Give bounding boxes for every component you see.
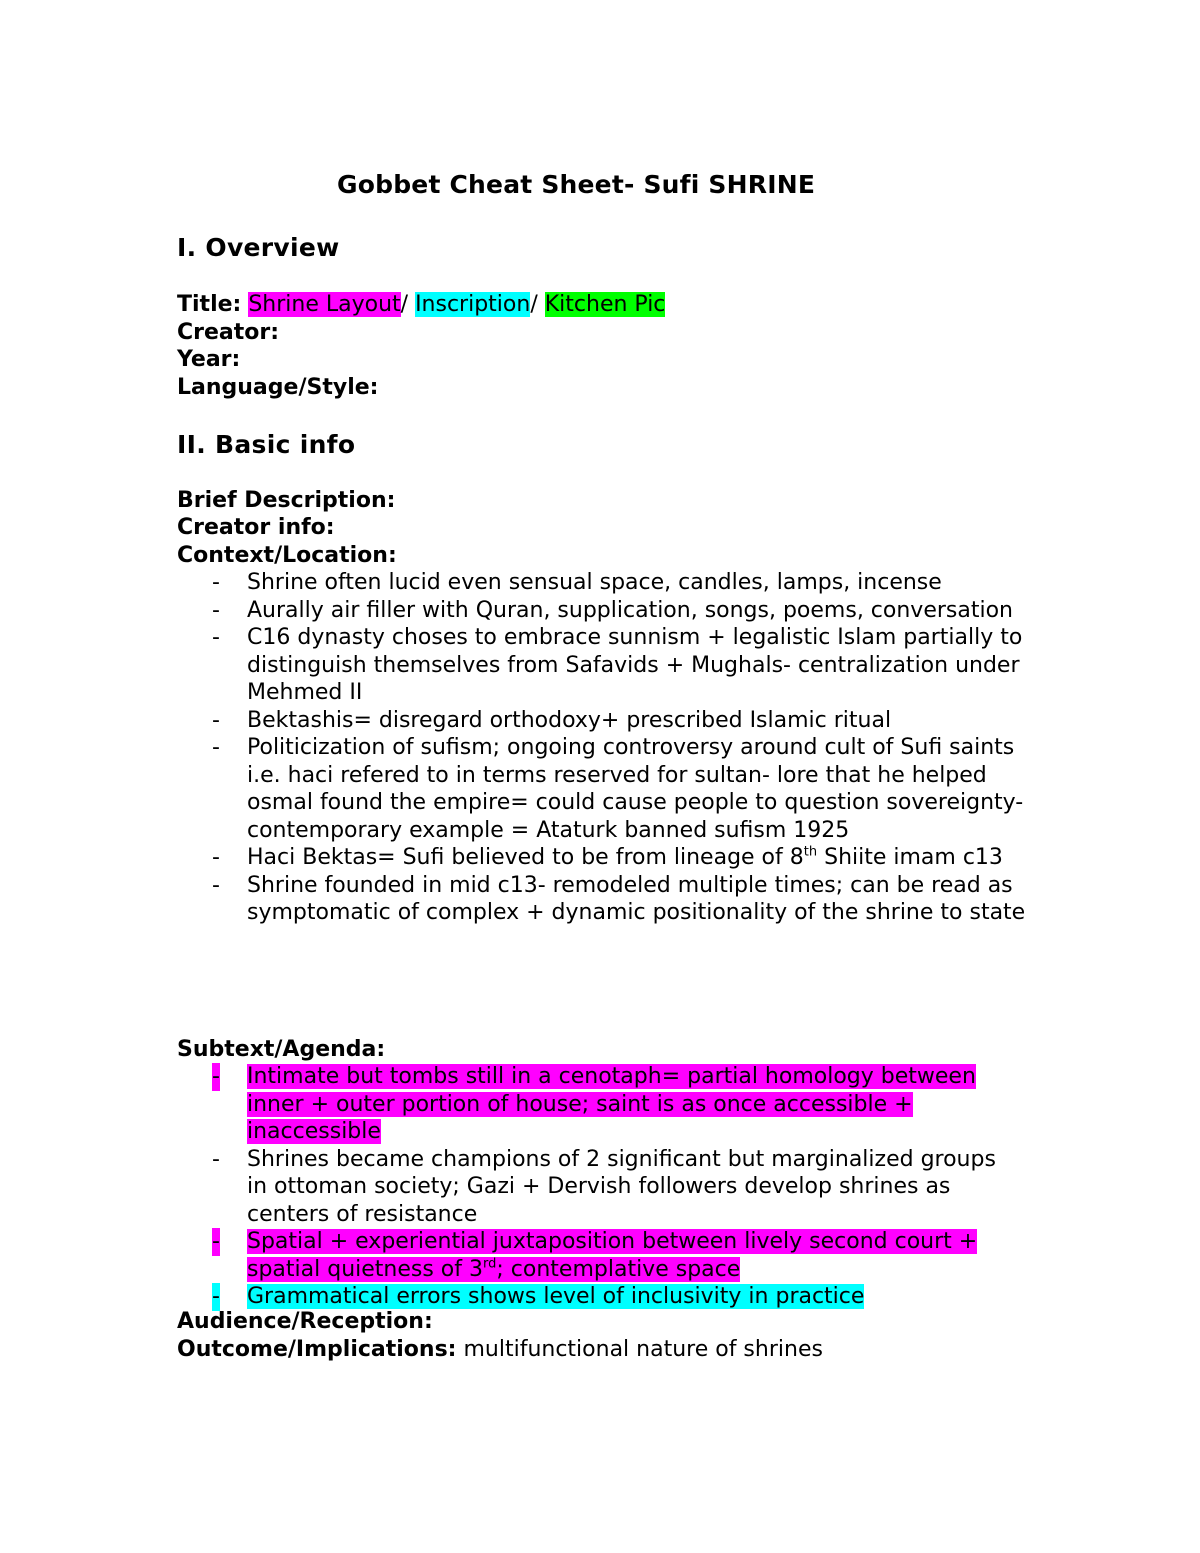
dash-bullet: - (212, 707, 220, 733)
dash-bullet: - (212, 872, 220, 898)
list-item-text: Shrine often lucid even sensual space, candles, lamps, incense (247, 570, 942, 595)
list-item (177, 707, 1027, 735)
dash-bullet: - (212, 1229, 220, 1254)
title-row (177, 291, 665, 319)
title-label: Title: (177, 292, 242, 317)
context-list (177, 569, 1027, 927)
list-item (177, 872, 1027, 927)
dash-bullet: - (212, 845, 220, 870)
dash-bullet: - (212, 570, 220, 595)
title-item-shrine-layout: Shrine Layout (248, 292, 401, 317)
list-item-text: Grammatical errors shows level of inclusivity in practice (247, 1284, 865, 1309)
list-item (177, 569, 1027, 597)
list-item (177, 734, 1027, 844)
dash-bullet: - (212, 1146, 220, 1172)
dash-bullet: - (212, 735, 220, 760)
document-title: Gobbet Cheat Sheet- Sufi SHRINE (337, 170, 816, 199)
outcome-row (177, 1336, 823, 1364)
context-label: Context/Location: (177, 543, 397, 568)
list-item (177, 844, 1027, 872)
list-item-text: Aurally air filler with Quran, supplication, songs, poems, conversation (247, 597, 1013, 623)
list-item-text: Spatial + experiential juxtaposition between lively second court + spatial quietness of 3rd; contemplative space (247, 1229, 978, 1282)
list-item-text: C16 dynasty choses to embrace sunnism + legalistic Islam partially to distinguish themselves from Safavids + Mughals- centralization under Mehmed II (247, 625, 1023, 705)
list-item-text: Shrine founded in mid c13- remodeled multiple times; can be read as symptomatic of complex + dynamic positionality of the shrine to state (247, 872, 1026, 925)
title-item-kitchen-pic: Kitchen Pic (544, 292, 666, 317)
list-item-text: Bektashis= disregard orthodoxy+ prescribed Islamic ritual (247, 707, 892, 733)
creator-label: Creator: (177, 320, 280, 345)
list-item-text: Intimate but tombs still in a cenotaph= partial homology between inner + outer portion of house; saint is as once accessible + inaccessible (247, 1064, 976, 1144)
title-item-inscription: Inscription (415, 292, 531, 317)
list-item (177, 1146, 1012, 1229)
title-separator: / (400, 292, 416, 317)
list-item (177, 1063, 1012, 1146)
subtext-label: Subtext/Agenda: (177, 1037, 386, 1062)
dash-bullet: - (212, 625, 220, 650)
language-label: Language/Style: (177, 375, 379, 400)
audience-label: Audience/Reception: (177, 1309, 433, 1334)
dash-bullet: - (212, 1284, 220, 1309)
basic-info-heading: II. Basic info (177, 430, 356, 459)
list-item-text: Shrines became champions of 2 significant but marginalized groups in ottoman society; Gazi + Dervish followers develop shrines as centers of resistance (247, 1146, 996, 1227)
list-item (177, 624, 1027, 707)
list-item (177, 1283, 1012, 1311)
year-label: Year: (177, 347, 241, 372)
brief-description-label: Brief Description: (177, 488, 396, 513)
list-item-text: Politicization of sufism; ongoing controversy around cult of Sufi saints i.e. haci refered to in terms reserved for sultan- lore that he helped osmal found the empire= could cause people to question sovereignty- contemporary example = Ataturk banned sufism 1925 (247, 735, 1024, 843)
subtext-list (177, 1063, 1012, 1311)
title-separator: / (530, 292, 545, 317)
dash-bullet: - (212, 597, 220, 623)
dash-bullet: - (212, 1064, 220, 1089)
list-item (177, 597, 1027, 625)
outcome-label: Outcome/Implications: (177, 1337, 457, 1362)
list-item (177, 1228, 1012, 1283)
outcome-text: multifunctional nature of shrines (463, 1337, 823, 1362)
creator-info-label: Creator info: (177, 515, 335, 540)
list-item-text: Haci Bektas= Sufi believed to be from lineage of 8th Shiite imam c13 (247, 844, 1003, 870)
overview-heading: I. Overview (177, 233, 340, 262)
